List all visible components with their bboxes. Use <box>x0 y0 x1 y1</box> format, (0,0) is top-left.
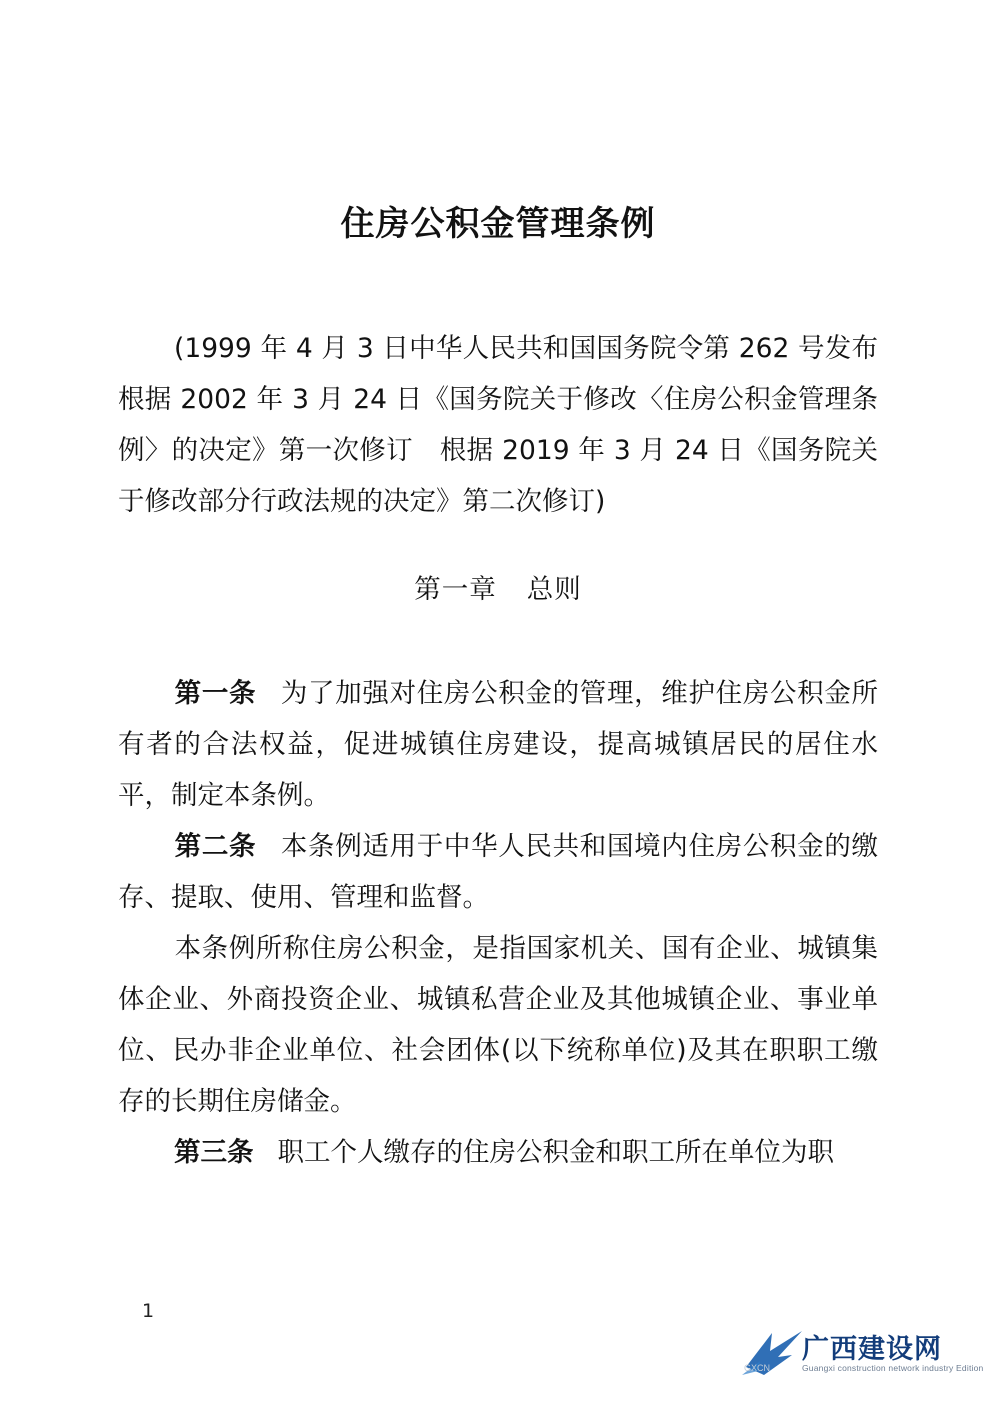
article-paragraph <box>118 1127 878 1178</box>
preamble-text: (1999 年 4 月 3 日中华人民共和国国务院令第 262 号发布根据 2002 年 3 月 24 日《国务院关于修改〈住房公积金管理条例〉的决定》第一次修订 根据 2019 年 3 月 24 日《国务院关于修改部分行政法规的决定》第二次修订) <box>118 333 878 517</box>
article-text: 职工个人缴存的住房公积金和职工所在单位为职 <box>277 1137 834 1168</box>
chapter-heading <box>118 567 878 606</box>
article-text: 本条例所称住房公积金，是指国家机关、国有企业、城镇集体企业、外商投资企业、城镇私营企业及其他城镇企业、事业单位、民办非企业单位、社会团体(以下统称单位)及其在职职工缴存的长期住房储金。 <box>118 933 878 1117</box>
article-label: 第二条 <box>174 831 257 862</box>
chapter-name: 总则 <box>526 574 582 605</box>
page-number: 1 <box>142 1300 155 1322</box>
watermark-mark: GXCN <box>744 1363 771 1373</box>
page-title: 住房公积金管理条例 <box>340 204 656 244</box>
watermark-name: 广西建设网 <box>802 1334 942 1365</box>
article-text: 本条例适用于中华人民共和国境内住房公积金的缴存、提取、使用、管理和监督。 <box>118 831 879 913</box>
articles-container <box>118 668 878 1178</box>
watermark-subtitle: Guangxi construction network industry Edition <box>802 1363 984 1373</box>
article-text: 为了加强对住房公积金的管理，维护住房公积金所有者的合法权益，促进城镇住房建设，提高城镇居民的居住水平，制定本条例。 <box>118 678 879 811</box>
preamble-paragraph <box>118 323 878 527</box>
article-paragraph <box>118 923 878 1127</box>
watermark <box>742 1319 984 1391</box>
chapter-number: 第一章 <box>414 574 497 605</box>
article-paragraph <box>118 668 878 821</box>
article-label: 第三条 <box>174 1137 254 1168</box>
article-label: 第一条 <box>174 678 257 709</box>
article-paragraph <box>118 821 878 923</box>
document-body <box>118 0 878 1178</box>
